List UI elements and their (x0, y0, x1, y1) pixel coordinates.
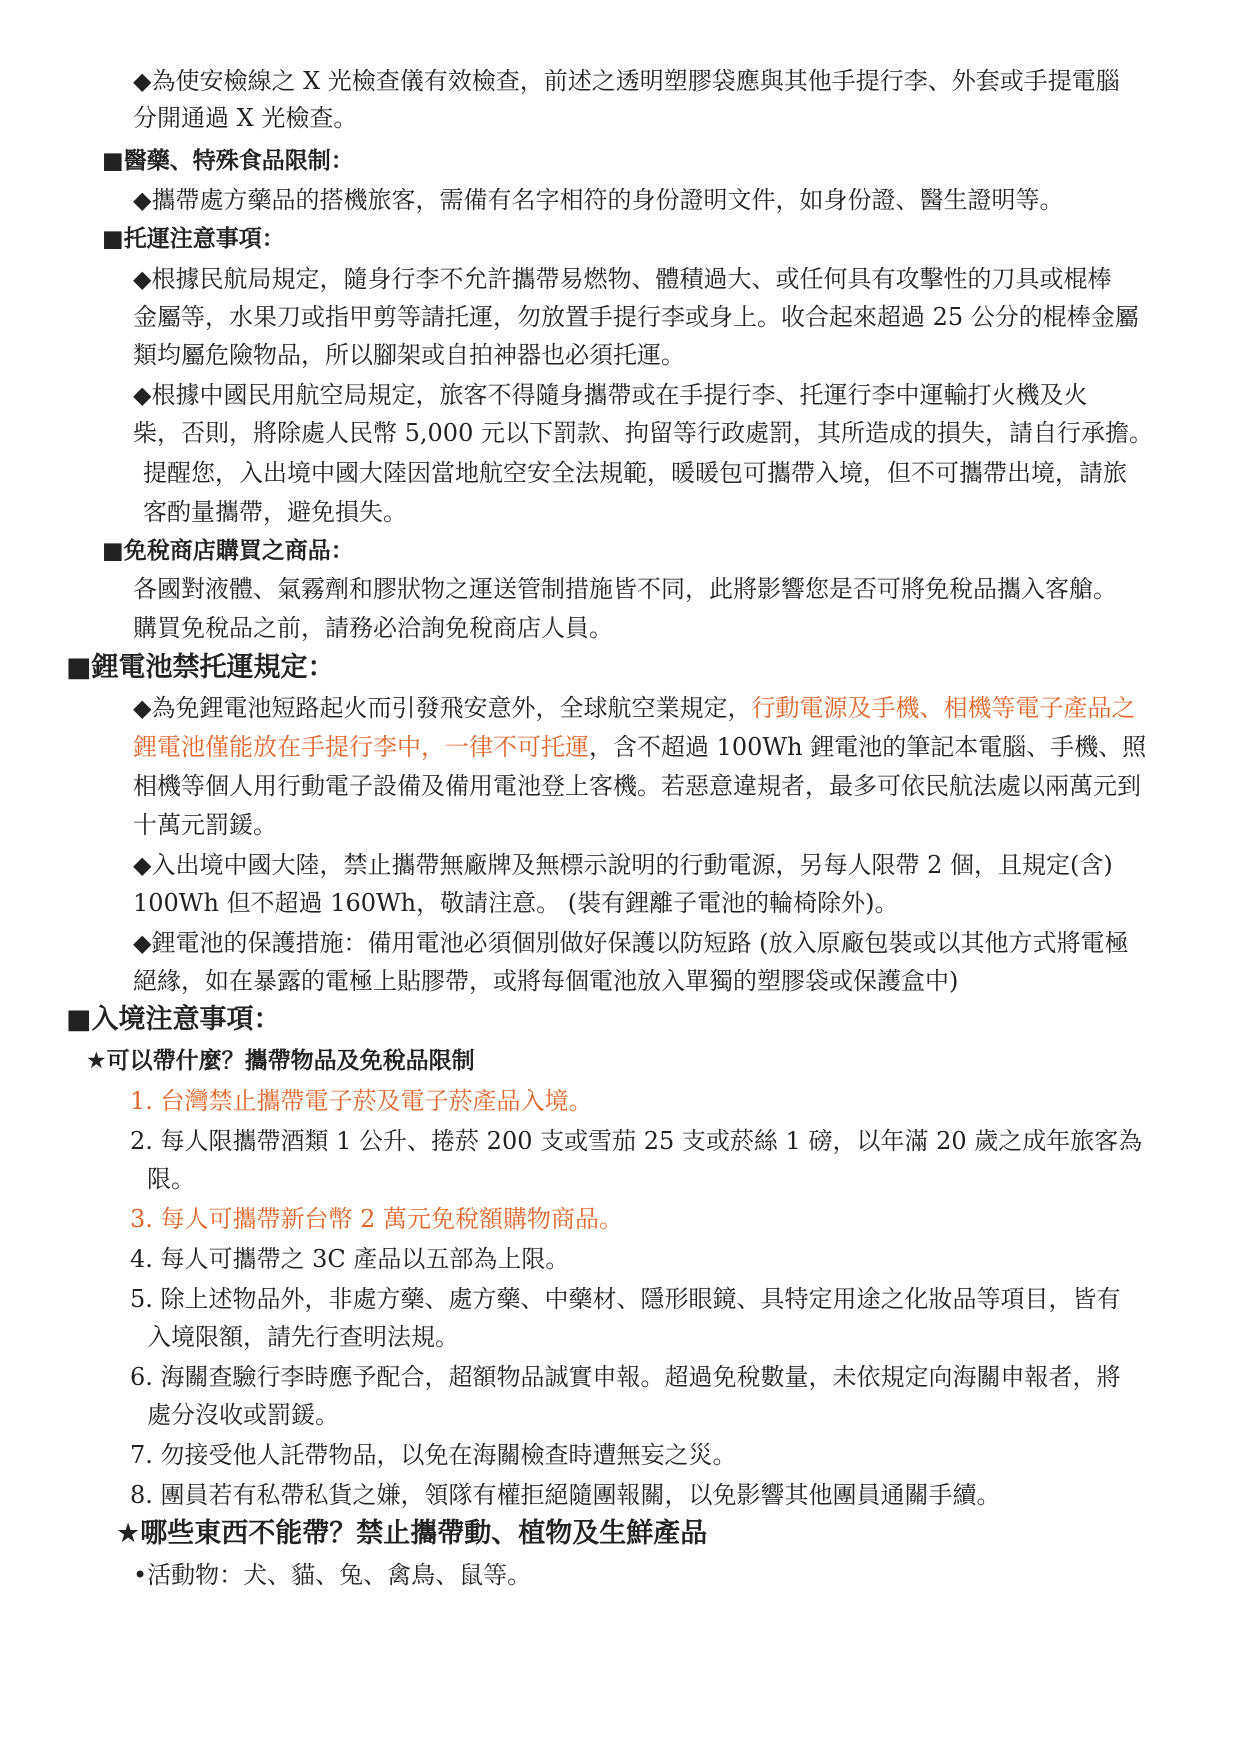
medicine-text: ◆攜帶處方藥品的搭機旅客，需備有名字相符的身份證明文件，如身份證、醫生證明等。 (133, 186, 1064, 214)
battery-text: ◆鋰電池的保護措施：備用電池必須個別做好保護以防短路 (放入原廠包裝或以其他方式將電極 (133, 929, 1129, 957)
section-heading-battery: ■鋰電池禁托運規定： (66, 652, 335, 683)
entry-item-4: 4. 每人可攜帶之 3C 產品以五部為上限。 (130, 1245, 570, 1273)
entry-subheading: ★可以帶什麼？攜帶物品及免稅品限制 (86, 1048, 475, 1074)
dutyfree-text: 購買免稅品之前，請務必洽詢免稅商店人員。 (133, 614, 613, 642)
battery-text: 十萬元罰鍰。 (133, 811, 277, 839)
battery-text: 100Wh 但不超過 160Wh，敬請注意。 (裝有鋰離子電池的輪椅除外)。 (133, 889, 899, 917)
battery-text: 相機等個人用行動電子設備及備用電池登上客機。若惡意違規者，最多可依民航法處以兩萬元到 (133, 772, 1141, 800)
battery-text (133, 732, 1146, 762)
entry-item-3: 3. 每人可攜帶新台幣 2 萬元免稅額購物商品。 (130, 1205, 624, 1233)
entry-item-6: 處分沒收或罰鍰。 (147, 1401, 339, 1429)
entry-item-6: 6. 海關查驗行李時應予配合，超額物品誠實申報。超過免稅數量，未依規定向海關申報者，將 (130, 1363, 1121, 1391)
battery-highlight: 行動電源及手機、相機等電子產品之 (751, 694, 1136, 722)
battery-text: ◆入出境中國大陸，禁止攜帶無廠牌及無標示說明的行動電源，另每人限帶 2 個，且規定(含) (133, 851, 1113, 879)
entry-subheading: ★哪些東西不能帶？禁止攜帶動、植物及生鮮產品 (116, 1518, 708, 1549)
entry-item-2: 限。 (147, 1165, 195, 1193)
entry-item-5: 入境限額，請先行查明法規。 (147, 1323, 459, 1351)
dutyfree-text: 各國對液體、氣霧劑和膠狀物之運送管制措施皆不同，此將影響您是否可將免稅品攜入客艙。 (133, 575, 1117, 603)
battery-text-plain: ，含不超過 100Wh 鋰電池的筆記本電腦、手機、照 (589, 733, 1147, 761)
battery-text: 絕緣，如在暴露的電極上貼膠帶，或將每個電池放入單獨的塑膠袋或保護盒中) (133, 967, 959, 995)
section-heading-checkin: ■托運注意事項： (102, 226, 285, 252)
entry-item-5: 5. 除上述物品外，非處方藥、處方藥、中藥材、隱形眼鏡、具特定用途之化妝品等項目，皆有 (130, 1285, 1121, 1313)
entry-item-1: 1. 台灣禁止攜帶電子菸及電子菸產品入境。 (130, 1087, 593, 1115)
security-text: 分開通過 X 光檢查。 (133, 104, 358, 132)
checkin-text: 類均屬危險物品，所以腳架或自拍神器也必須托運。 (133, 341, 685, 369)
entry-item-8: 8. 團員若有私帶私貨之嫌，領隊有權拒絕隨團報關，以免影響其他團員通關手續。 (130, 1481, 1001, 1509)
entry-bullet: •活動物：犬、貓、兔、禽鳥、鼠等。 (133, 1561, 532, 1589)
checkin-text: ◆根據民航局規定，隨身行李不允許攜帶易燃物、體積過大、或任何具有攻擊性的刀具或棍棒 (133, 265, 1112, 293)
entry-item-7: 7. 勿接受他人託帶物品，以免在海關檢查時遭無妄之災。 (130, 1441, 737, 1469)
section-heading-medicine: ■醫藥、特殊食品限制： (102, 148, 354, 174)
checkin-text: 柴，否則，將除處人民幣 5,000 元以下罰款、拘留等行政處罰，其所造成的損失，請自行承擔。 (133, 419, 1153, 447)
battery-text (133, 693, 1135, 723)
checkin-text: 金屬等，水果刀或指甲剪等請托運，勿放置手提行李或身上。收合起來超過 25 公分的棍棒金屬 (133, 303, 1139, 331)
section-heading-entry: ■入境注意事項： (66, 1004, 281, 1035)
battery-highlight: 鋰電池僅能放在手提行李中，一律不可托運 (133, 733, 589, 761)
entry-item-2: 2. 每人限攜帶酒類 1 公升、捲菸 200 支或雪茄 25 支或菸絲 1 磅，以年滿 20 歲之成年旅客為 (130, 1127, 1143, 1155)
checkin-text: 客酌量攜帶，避免損失。 (143, 498, 407, 526)
checkin-text: ◆根據中國民用航空局規定，旅客不得隨身攜帶或在手提行李、托運行李中運輸打火機及火 (133, 381, 1088, 409)
section-heading-dutyfree: ■免稅商店購買之商品： (102, 538, 354, 564)
checkin-text: 提醒您，入出境中國大陸因當地航空安全法規範，暖暖包可攜帶入境，但不可攜帶出境，請旅 (143, 459, 1127, 487)
battery-text-plain: ◆為免鋰電池短路起火而引發飛安意外，全球航空業規定， (133, 694, 752, 722)
security-text: ◆為使安檢線之 X 光檢查儀有效檢查，前述之透明塑膠袋應與其他手提行李、外套或手提電腦 (133, 67, 1120, 95)
